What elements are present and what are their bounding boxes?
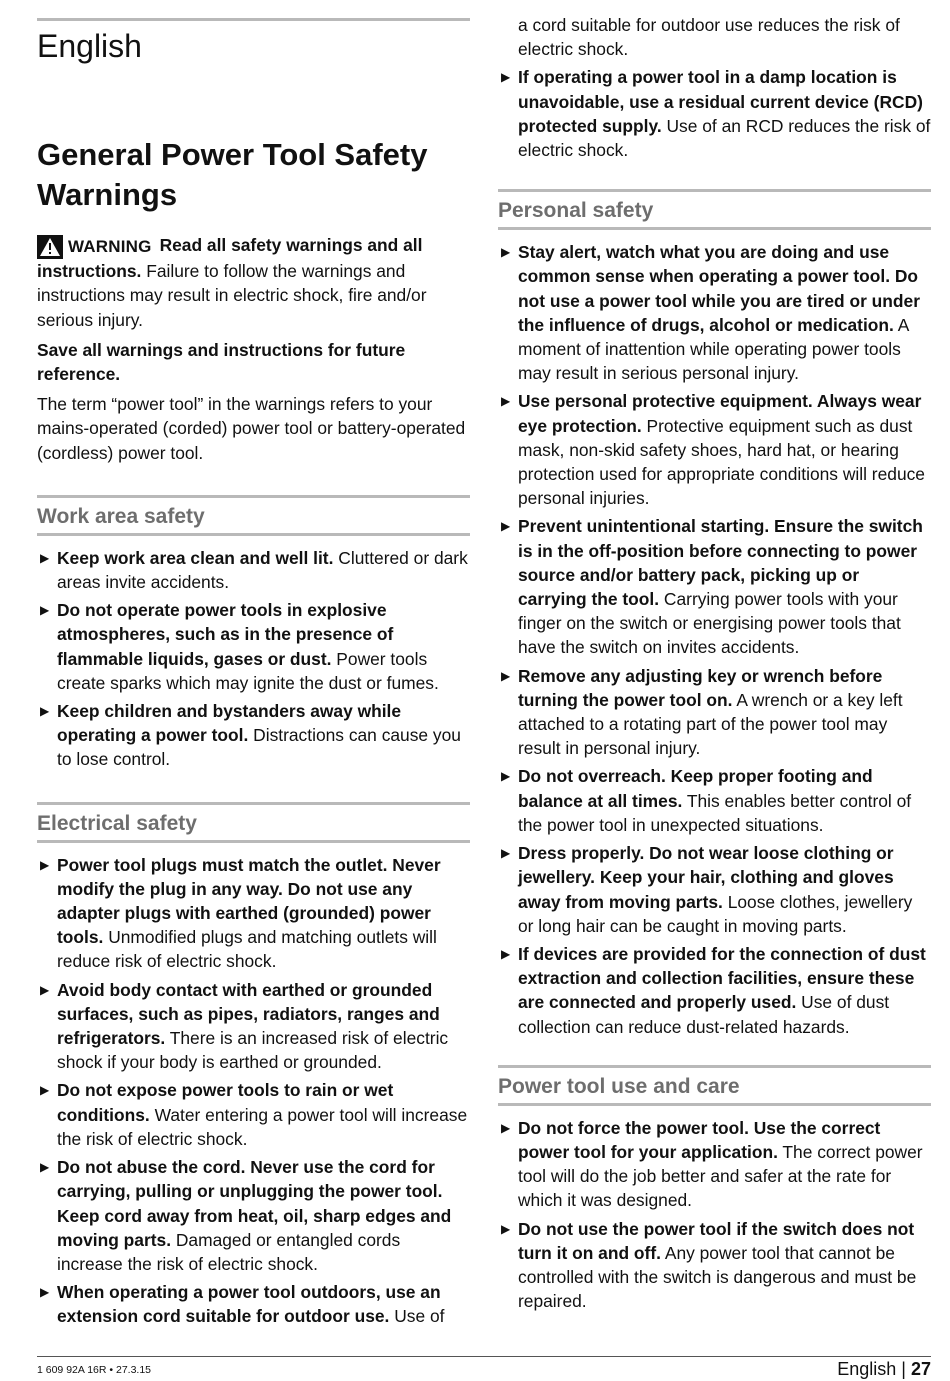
bullet-arrow-icon: ▶ (501, 846, 511, 861)
list-item (37, 978, 470, 1075)
item-text: Any power tool that cannot be controlled with the switch is dangerous and must be repaired. (518, 1242, 917, 1312)
warning-badge (37, 235, 152, 259)
item-list (498, 240, 931, 1039)
section-use-care (498, 1065, 931, 1314)
item-text: A moment of inattention while operating power tools may result in serious personal injury. (518, 314, 909, 384)
item-text: Use of (389, 1306, 445, 1327)
item-bold-text: When operating a power tool outdoors, use an extension cord suitable for outdoor use. (57, 1282, 441, 1327)
item-bold-text: If devices are provided for the connection of dust extraction and collection facilities, ensure these are connected and properly used. (518, 943, 926, 1013)
bullet-arrow-icon: ▶ (501, 70, 511, 85)
list-item (37, 1078, 470, 1151)
bullet-arrow-icon: ▶ (501, 1120, 511, 1135)
warning-text: Failure to follow the warnings and instructions may result in electric shock, fire and/or serious injury. (37, 261, 427, 330)
item-list (498, 1116, 931, 1314)
document-code: 1 609 92A 16R • 27.3.15 (37, 1364, 152, 1376)
item-bold-text: Prevent unintentional starting. Ensure the switch is in the off-position before connecting to power source and/or battery pack, picking up or carrying the tool. (518, 516, 923, 610)
warning-label: WARNING (68, 237, 152, 256)
bullet-arrow-icon: ▶ (501, 668, 511, 683)
item-text: Water entering a power tool will increase the risk of electric shock. (57, 1104, 468, 1149)
section-work-area (37, 495, 470, 772)
item-bold-text: Do not operate power tools in explosive atmospheres, such as in the presence of flammable liquids, gases or dust. (57, 600, 394, 669)
footer-separator: | (901, 1359, 906, 1379)
item-text: There is an increased risk of electric shock if your body is earthed or grounded. (57, 1028, 449, 1073)
bullet-arrow-icon: ▶ (40, 1160, 50, 1175)
warning-paragraph (37, 233, 470, 332)
bullet-arrow-icon: ▶ (501, 394, 511, 409)
section-heading: Power tool use and care (498, 1065, 931, 1106)
warning-triangle-icon (37, 235, 63, 259)
item-bold-text: Do not abuse the cord. Never use the cord for carrying, pulling or unplugging the power tool. Keep cord away from heat, oil, sharp edges and moving parts. (57, 1157, 452, 1250)
list-item (37, 853, 470, 974)
section-electrical (37, 802, 470, 1329)
bullet-arrow-icon: ▶ (40, 603, 50, 618)
item-bold-text: If operating a power tool in a damp location is unavoidable, use a residual current device (RCD) protected supply. (518, 67, 923, 136)
item-bold-text: Do not use the power tool if the switch does not turn it on and off. (518, 1218, 915, 1263)
list-item (498, 764, 931, 837)
list-item (37, 546, 470, 594)
warning-bold-text: Read all safety warnings and all instructions. (37, 235, 423, 282)
list-item (498, 942, 931, 1039)
item-bold-text: Avoid body contact with earthed or grounded surfaces, such as pipes, radiators, ranges and refrigerators. (57, 979, 440, 1049)
item-bold-text: Remove any adjusting key or wrench before turning the power tool on. (518, 665, 883, 710)
item-text: Unmodified plugs and matching outlets will reduce risk of electric shock. (57, 927, 437, 972)
item-bold-text: Do not expose power tools to rain or wet conditions. (57, 1080, 394, 1125)
item-bold-text: Do not overreach. Keep proper footing and balance at all times. (518, 766, 873, 811)
item-bold-text: Do not force the power tool. Use the correct power tool for your application. (518, 1117, 881, 1162)
save-note-text: Save all warnings and instructions for future reference. (37, 339, 406, 385)
item-bold-text: Use personal protective equipment. Always wear eye protection. (518, 391, 922, 436)
bullet-arrow-icon: ▶ (40, 1083, 50, 1098)
item-text: Loose clothes, jewellery or long hair can be caught in moving parts. (518, 891, 913, 936)
item-bold-text: Dress properly. Do not wear loose clothing or jewellery. Keep your hair, clothing and gloves away from moving parts. (518, 843, 894, 912)
item-text: Protective equipment such as dust mask, non-skid safety shoes, hard hat, or hearing protection used for appropriate conditions will reduce personal injuries. (518, 415, 925, 509)
page-footer (37, 1356, 931, 1381)
list-item (498, 1116, 931, 1213)
item-text: Damaged or entangled cords increase the risk of electric shock. (57, 1229, 401, 1274)
bullet-arrow-icon: ▶ (40, 857, 50, 872)
language-title: English (37, 28, 142, 64)
save-note (37, 338, 470, 386)
bullet-arrow-icon: ▶ (40, 550, 50, 565)
section-heading: Work area safety (37, 495, 470, 536)
list-item (37, 699, 470, 772)
item-text: The correct power tool will do the job better and safer at the rate for which it was designed. (518, 1141, 923, 1211)
item-list (37, 853, 470, 1329)
bullet-arrow-icon: ▶ (501, 519, 511, 534)
page-title: General Power Tool Safety Warnings (37, 137, 428, 212)
section-personal (498, 189, 931, 1039)
list-item (498, 240, 931, 385)
list-item (37, 1280, 470, 1328)
item-list (37, 546, 470, 772)
top-rule (37, 18, 470, 21)
list-item (498, 1217, 931, 1314)
item-text: This enables better control of the power tool in unexpected situations. (518, 790, 912, 835)
left-column (37, 0, 470, 1333)
item-bold-text: Stay alert, watch what you are doing and use common sense when operating a power tool. Do not use a power tool while you are tired or under the influence of drugs, alcohol or medication. (518, 242, 920, 335)
item-bold-text: Keep work area clean and well lit. (57, 547, 334, 568)
list-item (498, 389, 931, 510)
bullet-arrow-icon: ▶ (501, 946, 511, 961)
item-text: Use of an RCD reduces the risk of electric shock. (518, 115, 931, 161)
list-item (498, 514, 931, 659)
list-item (37, 598, 470, 695)
list-item (37, 1155, 470, 1276)
bullet-arrow-icon: ▶ (501, 245, 511, 260)
list-item (498, 841, 931, 938)
item-bold-text: Power tool plugs must match the outlet. Never modify the plug in any way. Do not use any adapter plugs with earthed (grounded) power tools. (57, 854, 441, 948)
item-text: Power tools create sparks which may ignite the dust or fumes. (57, 648, 439, 693)
bullet-arrow-icon: ▶ (40, 982, 50, 997)
footer-language: English (837, 1359, 897, 1379)
item-text: Use of dust collection can reduce dust-related hazards. (518, 992, 890, 1037)
item-bold-text: Keep children and bystanders away while operating a power tool. (57, 701, 402, 746)
right-column (498, 0, 931, 1317)
bullet-arrow-icon: ▶ (501, 1221, 511, 1236)
list-item (498, 65, 931, 162)
bullet-arrow-icon: ▶ (40, 704, 50, 719)
continued-text: a cord suitable for outdoor use reduces the risk of electric shock. (518, 15, 900, 60)
item-text: Carrying power tools with your finger on the switch or energising power tools that have the switch on invites accidents. (518, 589, 901, 658)
bullet-arrow-icon: ▶ (501, 769, 511, 784)
section-heading: Personal safety (498, 189, 931, 230)
list-item (498, 664, 931, 761)
term-note: The term “power tool” in the warnings refers to your mains-operated (corded) power tool or battery-operated (cordless) power tool. (37, 394, 466, 463)
page-label (837, 1359, 931, 1380)
item-text: Cluttered or dark areas invite accidents. (57, 547, 468, 593)
item-list (498, 65, 931, 162)
section-heading: Electrical safety (37, 802, 470, 843)
item-text: Distractions can cause you to lose control. (57, 725, 461, 770)
item-text: A wrench or a key left attached to a rotating part of the power tool may result in personal injury. (518, 689, 903, 759)
page-number: 27 (910, 1359, 931, 1379)
bullet-arrow-icon: ▶ (40, 1285, 50, 1300)
